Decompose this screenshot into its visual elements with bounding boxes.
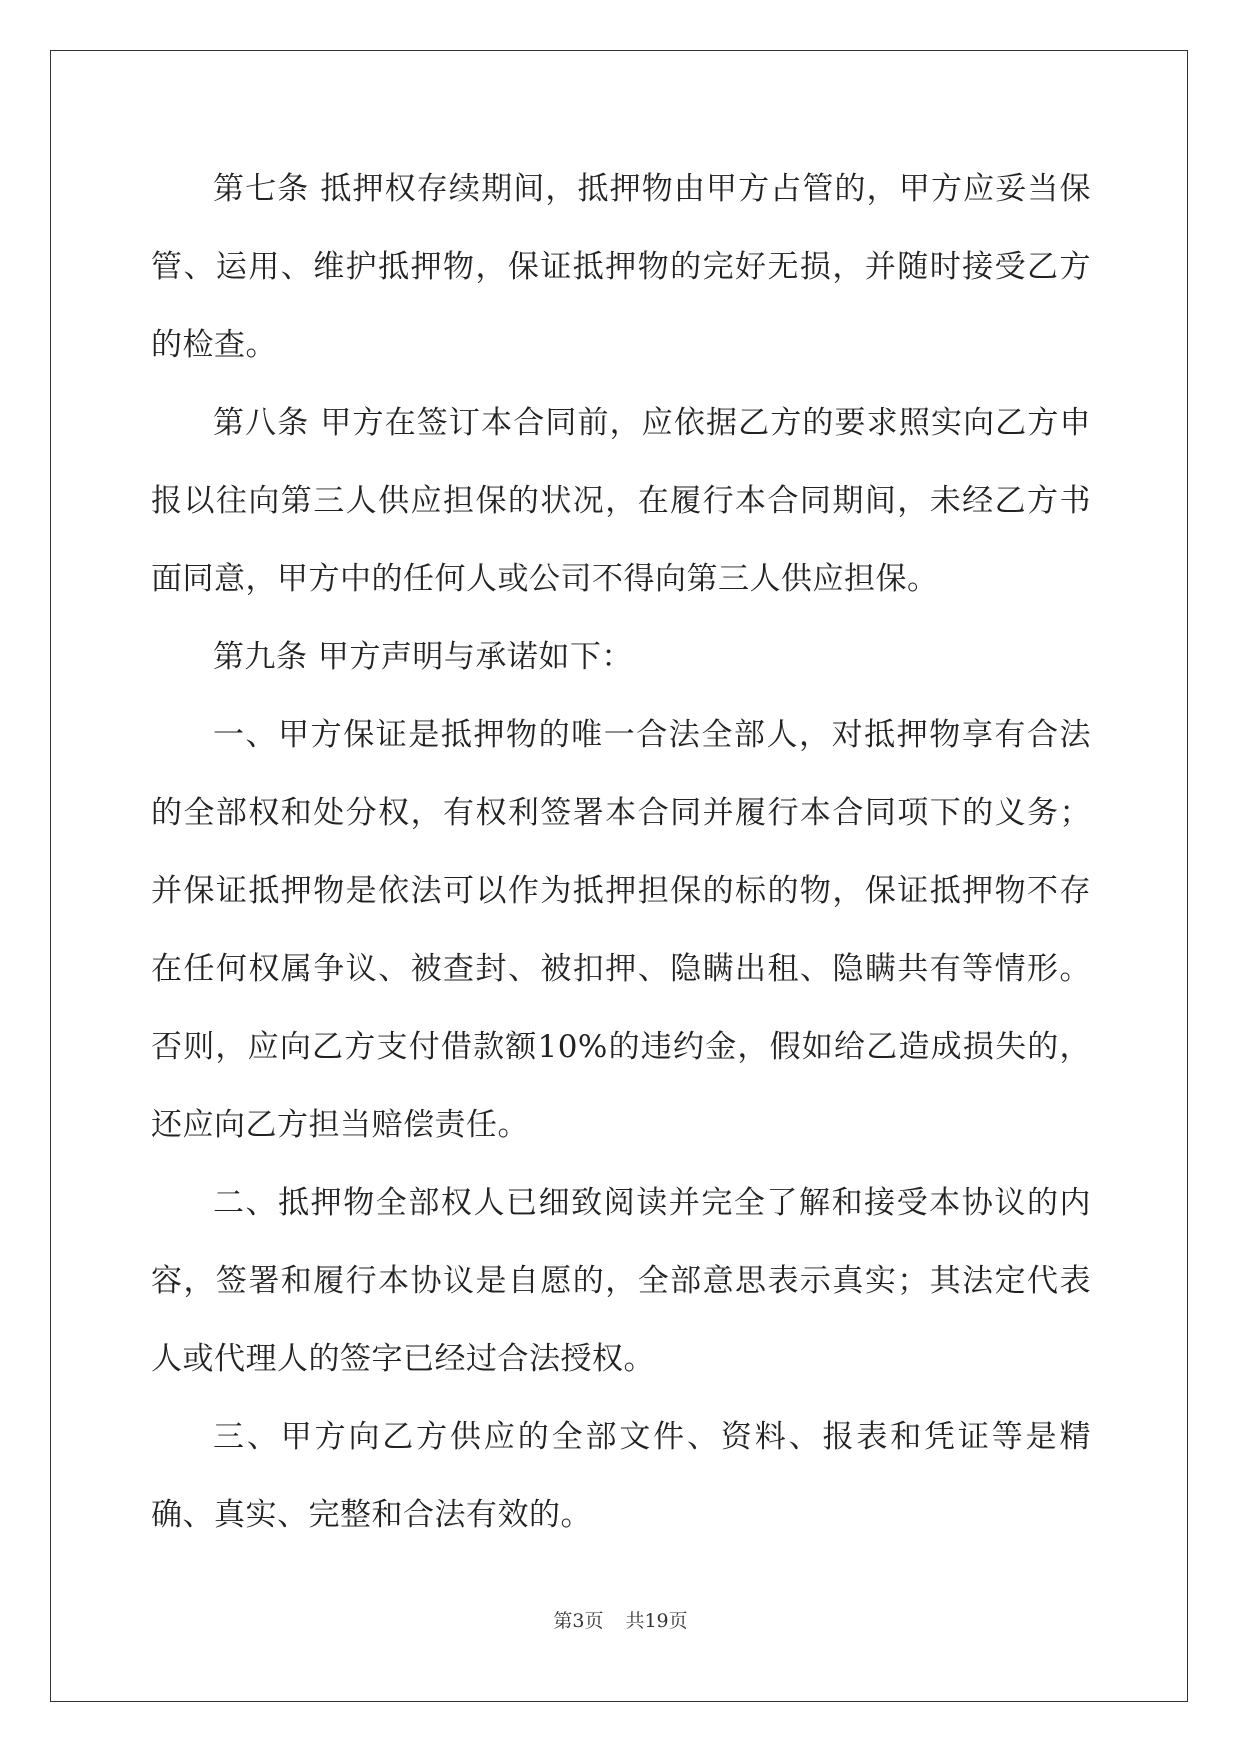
page-total: 共19页 <box>625 1610 688 1632</box>
clause-1-paragraph: 一、甲方保证是抵押物的唯一合法全部人，对抵押物享有合法的全部权和处分权，有权利签署本合同并履行本合同项下的义务；并保证抵押物是依法可以作为抵押担保的标的物，保证抵押物不存在任何权属争议、被查封、被扣押、隐瞒出租、隐瞒共有等情形。否则，应向乙方支付借款额10%的违约金，假如给乙造成损失的，还应向乙方担当赔偿责任。 <box>151 717 1091 1143</box>
page-number: 第3页 <box>553 1610 604 1632</box>
clause-3-paragraph: 三、甲方向乙方供应的全部文件、资料、报表和凭证等是精确、真实、完整和合法有效的。 <box>151 1419 1091 1533</box>
page-footer <box>0 1606 1241 1633</box>
article-7-paragraph: 第七条 抵押权存续期间，抵押物由甲方占管的，甲方应妥当保管、运用、维护抵押物，保证抵押物的完好无损，并随时接受乙方的检查。 <box>151 171 1091 363</box>
article-8-paragraph: 第八条 甲方在签订本合同前，应依据乙方的要求照实向乙方申报以往向第三人供应担保的状况，在履行本合同期间，未经乙方书面同意，甲方中的任何人或公司不得向第三人供应担保。 <box>151 405 1091 597</box>
document-body <box>151 150 1091 1554</box>
clause-2-paragraph: 二、抵押物全部权人已细致阅读并完全了解和接受本协议的内容，签署和履行本协议是自愿的，全部意思表示真实；其法定代表人或代理人的签字已经过合法授权。 <box>151 1185 1091 1377</box>
article-9-paragraph: 第九条 甲方声明与承诺如下： <box>213 639 633 675</box>
